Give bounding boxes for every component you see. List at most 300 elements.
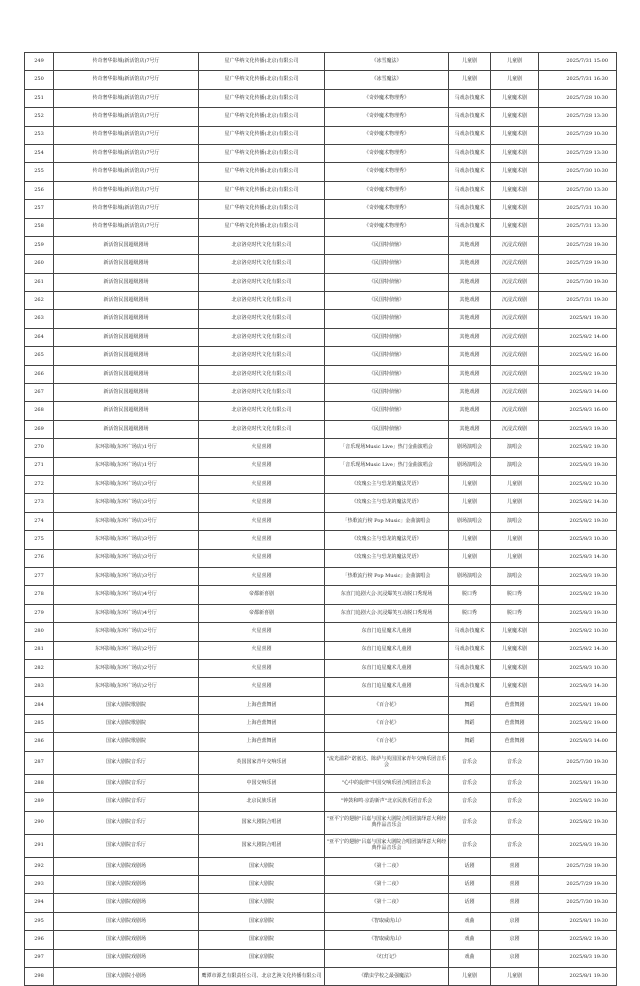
genre-cell: 儿童魔术剧 [491, 108, 539, 126]
row-number-cell: 277 [25, 567, 54, 585]
genre-cell: 儿童剧 [491, 53, 539, 71]
genre-cell: 音乐会 [491, 774, 539, 792]
show-title-cell: 「热歌流行榜 Pop Music」金曲演唱会 [325, 567, 449, 585]
table-row [25, 751, 617, 774]
table-row [25, 273, 617, 291]
table-row [25, 347, 617, 365]
show-title-cell: 「音乐现场Music Live」热门金曲演唱会 [325, 439, 449, 457]
datetime-cell: 2025/8/3 10:30 [539, 531, 617, 549]
show-title-cell: 《奇妙魔术物理秀》 [325, 89, 449, 107]
datetime-cell: 2025/8/2 14:30 [539, 494, 617, 512]
show-title-cell: 《奇妙魔术物理秀》 [325, 126, 449, 144]
show-title-cell: 《民国特侦恼》 [325, 420, 449, 438]
category-cell: 音乐会 [449, 774, 491, 792]
datetime-cell: 2025/7/30 19:30 [539, 894, 617, 912]
show-title-cell: 《奇妙魔术物理秀》 [325, 163, 449, 181]
organizer-cell: 火星喜剧 [199, 494, 325, 512]
row-number-cell: 262 [25, 292, 54, 310]
table-row [25, 834, 617, 857]
show-title-cell: 《玫瑰公主与恐龙的魔法咒语》 [325, 475, 449, 493]
category-cell: 舞蹈 [449, 715, 491, 733]
table-row [25, 457, 617, 475]
table-row [25, 715, 617, 733]
row-number-cell: 289 [25, 793, 54, 811]
venue-cell: 新活馆民国超级剧场 [54, 292, 199, 310]
category-cell: 马戏杂技魔术 [449, 641, 491, 659]
genre-cell: 音乐会 [491, 751, 539, 774]
table-row [25, 696, 617, 714]
organizer-cell: 火星喜剧 [199, 623, 325, 641]
genre-cell: 喜剧 [491, 876, 539, 894]
category-cell: 剧场演唱会 [449, 512, 491, 530]
table-row [25, 774, 617, 792]
table-row [25, 531, 617, 549]
category-cell: 马戏杂技魔术 [449, 218, 491, 236]
datetime-cell: 2025/7/28 19:30 [539, 857, 617, 875]
category-cell: 儿童剧 [449, 967, 491, 985]
venue-cell: 传奇奢华影城(新活馆店)7号厅 [54, 200, 199, 218]
table-row [25, 623, 617, 641]
category-cell: 其他戏剧 [449, 420, 491, 438]
venue-cell: 国家大剧院音乐厅 [54, 834, 199, 857]
category-cell: 儿童剧 [449, 71, 491, 89]
genre-cell: 儿童魔术剧 [491, 144, 539, 162]
organizer-cell: 英国国家青年交响乐团 [199, 751, 325, 774]
venue-cell: 东环影城(东环广场店)3号厅 [54, 549, 199, 567]
datetime-cell: 2025/8/2 19:30 [539, 811, 617, 834]
show-title-cell: 东直门追星魔术儿童剧 [325, 623, 449, 641]
organizer-cell: 国家京剧院 [199, 912, 325, 930]
venue-cell: 东环影城(东环广场店)4号厅 [54, 586, 199, 604]
table-row [25, 967, 617, 985]
venue-cell: 东环影城(东环广场店)4号厅 [54, 604, 199, 622]
organizer-cell: 国家大剧院合唱团 [199, 811, 325, 834]
genre-cell: 沉浸式戏剧 [491, 384, 539, 402]
table-row [25, 733, 617, 751]
venue-cell: 传奇奢华影城(新活馆店)7号厅 [54, 144, 199, 162]
genre-cell: 儿童魔术剧 [491, 623, 539, 641]
venue-cell: 新活馆民国超级剧场 [54, 347, 199, 365]
table-row [25, 793, 617, 811]
datetime-cell: 2025/8/1 19:30 [539, 967, 617, 985]
organizer-cell: 星广华纳文化传播(北京)有限公司 [199, 181, 325, 199]
organizer-cell: 火星喜剧 [199, 475, 325, 493]
datetime-cell: 2025/8/2 10:30 [539, 475, 617, 493]
show-title-cell: 《玫瑰公主与恐龙的魔法咒语》 [325, 531, 449, 549]
row-number-cell: 264 [25, 328, 54, 346]
category-cell: 马戏杂技魔术 [449, 200, 491, 218]
category-cell: 脱口秀 [449, 604, 491, 622]
show-title-cell: 「热歌流行榜 Pop Music」金曲演唱会 [325, 512, 449, 530]
organizer-cell: 北京民族乐团 [199, 793, 325, 811]
show-title-cell: 《民国特侦恼》 [325, 292, 449, 310]
category-cell: 儿童剧 [449, 53, 491, 71]
table-row [25, 255, 617, 273]
category-cell: 马戏杂技魔术 [449, 163, 491, 181]
datetime-cell: 2025/8/2 10:30 [539, 623, 617, 641]
row-number-cell: 297 [25, 949, 54, 967]
genre-cell: 儿童魔术剧 [491, 678, 539, 696]
organizer-cell: 上海芭蕾舞团 [199, 696, 325, 714]
row-number-cell: 257 [25, 200, 54, 218]
venue-cell: 传奇奢华影城(新活馆店)7号厅 [54, 218, 199, 236]
genre-cell: 沉浸式戏剧 [491, 292, 539, 310]
organizer-cell: 北京洛克时代文化有限公司 [199, 402, 325, 420]
row-number-cell: 249 [25, 53, 54, 71]
show-title-cell: 《冰雪魔法》 [325, 53, 449, 71]
datetime-cell: 2025/7/29 10:30 [539, 126, 617, 144]
row-number-cell: 294 [25, 894, 54, 912]
datetime-cell: 2025/7/28 10:30 [539, 89, 617, 107]
genre-cell: 沉浸式戏剧 [491, 310, 539, 328]
organizer-cell: 火星喜剧 [199, 531, 325, 549]
row-number-cell: 276 [25, 549, 54, 567]
genre-cell: 儿童剧 [491, 71, 539, 89]
venue-cell: 新活馆民国超级剧场 [54, 420, 199, 438]
table-row [25, 200, 617, 218]
show-title-cell: 《智取威虎山》 [325, 912, 449, 930]
genre-cell: 演唱会 [491, 457, 539, 475]
datetime-cell: 2025/8/1 19:00 [539, 696, 617, 714]
venue-cell: 东环影城(东环广场店)2号厅 [54, 623, 199, 641]
datetime-cell: 2025/8/2 14:30 [539, 641, 617, 659]
genre-cell: 京剧 [491, 949, 539, 967]
row-number-cell: 263 [25, 310, 54, 328]
show-title-cell: 《民国特侦恼》 [325, 310, 449, 328]
venue-cell: 东环影城(东环广场店)1号厅 [54, 439, 199, 457]
show-title-cell: 东直门追剧大会·沉浸爆笑互动脱口秀现场 [325, 604, 449, 622]
organizer-cell: 北京洛克时代文化有限公司 [199, 255, 325, 273]
table-row [25, 894, 617, 912]
venue-cell: 国家大剧院戏剧场 [54, 912, 199, 930]
organizer-cell: 火星喜剧 [199, 567, 325, 585]
datetime-cell: 2025/8/3 19:30 [539, 834, 617, 857]
datetime-cell: 2025/8/2 19:30 [539, 586, 617, 604]
row-number-cell: 258 [25, 218, 54, 236]
venue-cell: 新活馆民国超级剧场 [54, 310, 199, 328]
row-number-cell: 265 [25, 347, 54, 365]
datetime-cell: 2025/8/3 14:00 [539, 733, 617, 751]
show-title-cell: 「音乐现场Music Live」热门金曲演唱会 [325, 457, 449, 475]
venue-cell: 国家大剧院戏剧场 [54, 894, 199, 912]
category-cell: 马戏杂技魔术 [449, 89, 491, 107]
row-number-cell: 253 [25, 126, 54, 144]
genre-cell: 沉浸式戏剧 [491, 420, 539, 438]
datetime-cell: 2025/8/3 19:30 [539, 604, 617, 622]
category-cell: 儿童剧 [449, 549, 491, 567]
table-row [25, 659, 617, 677]
show-title-cell: 《民国特侦恼》 [325, 273, 449, 291]
category-cell: 音乐会 [449, 811, 491, 834]
genre-cell: 儿童魔术剧 [491, 181, 539, 199]
category-cell: 马戏杂技魔术 [449, 181, 491, 199]
datetime-cell: 2025/8/3 19:30 [539, 420, 617, 438]
organizer-cell: 国家大剧院 [199, 894, 325, 912]
organizer-cell: 北京洛克时代文化有限公司 [199, 420, 325, 438]
category-cell: 其他戏剧 [449, 273, 491, 291]
show-title-cell: "流光溢彩"诺塞达、陈萨与英国国家青年交响乐团音乐会 [325, 751, 449, 774]
row-number-cell: 252 [25, 108, 54, 126]
row-number-cell: 267 [25, 384, 54, 402]
category-cell: 马戏杂技魔术 [449, 126, 491, 144]
category-cell: 话剧 [449, 876, 491, 894]
datetime-cell: 2025/8/1 19:30 [539, 774, 617, 792]
category-cell: 其他戏剧 [449, 236, 491, 254]
show-title-cell: 《第十二夜》 [325, 857, 449, 875]
show-title-cell: 《民国特侦恼》 [325, 328, 449, 346]
datetime-cell: 2025/8/3 14:30 [539, 549, 617, 567]
datetime-cell: 2025/7/29 19:30 [539, 876, 617, 894]
genre-cell: 音乐会 [491, 811, 539, 834]
category-cell: 音乐会 [449, 793, 491, 811]
show-title-cell: 《民国特侦恼》 [325, 384, 449, 402]
table-row [25, 549, 617, 567]
organizer-cell: 北京洛克时代文化有限公司 [199, 236, 325, 254]
row-number-cell: 287 [25, 751, 54, 774]
row-number-cell: 288 [25, 774, 54, 792]
table-row [25, 53, 617, 71]
organizer-cell: 星广华纳文化传播(北京)有限公司 [199, 108, 325, 126]
organizer-cell: 火星喜剧 [199, 641, 325, 659]
category-cell: 话剧 [449, 857, 491, 875]
venue-cell: 国家大剧院戏剧场 [54, 876, 199, 894]
show-title-cell: 《奇妙魔术物理秀》 [325, 181, 449, 199]
venue-cell: 传奇奢华影城(新活馆店)7号厅 [54, 163, 199, 181]
genre-cell: 喜剧 [491, 894, 539, 912]
table-row [25, 439, 617, 457]
category-cell: 其他戏剧 [449, 292, 491, 310]
organizer-cell: 火星喜剧 [199, 659, 325, 677]
datetime-cell: 2025/8/2 16:00 [539, 347, 617, 365]
datetime-cell: 2025/7/30 19:30 [539, 751, 617, 774]
datetime-cell: 2025/8/2 19:30 [539, 512, 617, 530]
category-cell: 话剧 [449, 894, 491, 912]
venue-cell: 传奇奢华影城(新活馆店)7号厅 [54, 181, 199, 199]
row-number-cell: 286 [25, 733, 54, 751]
row-number-cell: 284 [25, 696, 54, 714]
row-number-cell: 282 [25, 659, 54, 677]
datetime-cell: 2025/8/3 14:30 [539, 678, 617, 696]
venue-cell: 东环影城(东环广场店)3号厅 [54, 567, 199, 585]
category-cell: 儿童剧 [449, 531, 491, 549]
show-title-cell: 《酷虫学校之最强魔法》 [325, 967, 449, 985]
table-row [25, 494, 617, 512]
genre-cell: 儿童魔术剧 [491, 126, 539, 144]
row-number-cell: 269 [25, 420, 54, 438]
table-row [25, 420, 617, 438]
row-number-cell: 281 [25, 641, 54, 659]
datetime-cell: 2025/8/2 19:30 [539, 365, 617, 383]
genre-cell: 沉浸式戏剧 [491, 236, 539, 254]
performance-schedule-table [24, 52, 617, 986]
row-number-cell: 272 [25, 475, 54, 493]
table-row [25, 71, 617, 89]
venue-cell: 国家大剧院歌剧院 [54, 715, 199, 733]
show-title-cell: 《奇妙魔术物理秀》 [325, 218, 449, 236]
venue-cell: 新活馆民国超级剧场 [54, 236, 199, 254]
show-title-cell: "亚平宁的翅膀"吕嘉与国家大剧院合唱团演绎意大利经典作品音乐会 [325, 834, 449, 857]
genre-cell: 儿童魔术剧 [491, 218, 539, 236]
venue-cell: 传奇奢华影城(新活馆店)7号厅 [54, 108, 199, 126]
venue-cell: 国家大剧院戏剧场 [54, 857, 199, 875]
category-cell: 马戏杂技魔术 [449, 659, 491, 677]
row-number-cell: 280 [25, 623, 54, 641]
category-cell: 剧场演唱会 [449, 439, 491, 457]
organizer-cell: 火星喜剧 [199, 678, 325, 696]
table-row [25, 218, 617, 236]
category-cell: 其他戏剧 [449, 384, 491, 402]
category-cell: 音乐会 [449, 834, 491, 857]
show-title-cell: "亚平宁的翅膀"吕嘉与国家大剧院合唱团演绎意大利经典作品音乐会 [325, 811, 449, 834]
row-number-cell: 270 [25, 439, 54, 457]
organizer-cell: 上海芭蕾舞团 [199, 733, 325, 751]
table-row [25, 586, 617, 604]
genre-cell: 芭蕾舞剧 [491, 715, 539, 733]
organizer-cell: 星广华纳文化传播(北京)有限公司 [199, 144, 325, 162]
row-number-cell: 291 [25, 834, 54, 857]
table-row [25, 236, 617, 254]
row-number-cell: 250 [25, 71, 54, 89]
table-row [25, 512, 617, 530]
row-number-cell: 274 [25, 512, 54, 530]
category-cell: 音乐会 [449, 751, 491, 774]
venue-cell: 新活馆民国超级剧场 [54, 402, 199, 420]
datetime-cell: 2025/7/31 19:30 [539, 292, 617, 310]
organizer-cell: 星广华纳文化传播(北京)有限公司 [199, 218, 325, 236]
genre-cell: 儿童魔术剧 [491, 163, 539, 181]
table-row [25, 89, 617, 107]
row-number-cell: 298 [25, 967, 54, 985]
table-row [25, 876, 617, 894]
row-number-cell: 279 [25, 604, 54, 622]
genre-cell: 儿童剧 [491, 475, 539, 493]
show-title-cell: 《民国特侦恼》 [325, 255, 449, 273]
row-number-cell: 283 [25, 678, 54, 696]
organizer-cell: 北京洛克时代文化有限公司 [199, 292, 325, 310]
table-row [25, 567, 617, 585]
category-cell: 剧场演唱会 [449, 457, 491, 475]
table-row [25, 678, 617, 696]
organizer-cell: 火星喜剧 [199, 512, 325, 530]
organizer-cell: 国家大剧院 [199, 857, 325, 875]
row-number-cell: 266 [25, 365, 54, 383]
table-row [25, 328, 617, 346]
row-number-cell: 254 [25, 144, 54, 162]
genre-cell: 沉浸式戏剧 [491, 328, 539, 346]
category-cell: 其他戏剧 [449, 365, 491, 383]
datetime-cell: 2025/8/1 19:30 [539, 310, 617, 328]
genre-cell: 儿童剧 [491, 531, 539, 549]
venue-cell: 国家大剧院戏剧场 [54, 949, 199, 967]
datetime-cell: 2025/7/31 16:30 [539, 71, 617, 89]
datetime-cell: 2025/7/31 10:30 [539, 200, 617, 218]
category-cell: 剧场演唱会 [449, 567, 491, 585]
venue-cell: 国家大剧院戏剧场 [54, 931, 199, 949]
row-number-cell: 285 [25, 715, 54, 733]
category-cell: 马戏杂技魔术 [449, 144, 491, 162]
table-row [25, 604, 617, 622]
table-row [25, 365, 617, 383]
organizer-cell: 国家大剧院合唱团 [199, 834, 325, 857]
row-number-cell: 260 [25, 255, 54, 273]
genre-cell: 沉浸式戏剧 [491, 402, 539, 420]
organizer-cell: 星广华纳文化传播(北京)有限公司 [199, 89, 325, 107]
datetime-cell: 2025/8/2 19:30 [539, 931, 617, 949]
category-cell: 脱口秀 [449, 586, 491, 604]
organizer-cell: 北京洛克时代文化有限公司 [199, 347, 325, 365]
genre-cell: 沉浸式戏剧 [491, 255, 539, 273]
genre-cell: 沉浸式戏剧 [491, 347, 539, 365]
table-row [25, 310, 617, 328]
row-number-cell: 251 [25, 89, 54, 107]
datetime-cell: 2025/8/3 19:30 [539, 457, 617, 475]
venue-cell: 新活馆民国超级剧场 [54, 384, 199, 402]
show-title-cell: 《奇妙魔术物理秀》 [325, 144, 449, 162]
show-title-cell: 《冰雪魔法》 [325, 71, 449, 89]
datetime-cell: 2025/8/2 19:30 [539, 793, 617, 811]
venue-cell: 传奇奢华影城(新活馆店)7号厅 [54, 126, 199, 144]
genre-cell: 京剧 [491, 912, 539, 930]
datetime-cell: 2025/8/2 19:00 [539, 715, 617, 733]
organizer-cell: 星广华纳文化传播(北京)有限公司 [199, 53, 325, 71]
datetime-cell: 2025/7/30 19:30 [539, 273, 617, 291]
category-cell: 其他戏剧 [449, 255, 491, 273]
show-title-cell: 《玫瑰公主与恐龙的魔法咒语》 [325, 549, 449, 567]
table-row [25, 292, 617, 310]
show-title-cell: 《民国特侦恼》 [325, 365, 449, 383]
category-cell: 戏曲 [449, 931, 491, 949]
genre-cell: 儿童剧 [491, 549, 539, 567]
row-number-cell: 256 [25, 181, 54, 199]
show-title-cell: 《百合花》 [325, 733, 449, 751]
table-row [25, 144, 617, 162]
show-title-cell: 《百合花》 [325, 715, 449, 733]
show-title-cell: 《第十二夜》 [325, 894, 449, 912]
table-row [25, 475, 617, 493]
datetime-cell: 2025/7/28 19:30 [539, 236, 617, 254]
genre-cell: 喜剧 [491, 857, 539, 875]
datetime-cell: 2025/8/3 19:30 [539, 949, 617, 967]
row-number-cell: 292 [25, 857, 54, 875]
genre-cell: 音乐会 [491, 793, 539, 811]
venue-cell: 东环影城(东环广场店)2号厅 [54, 678, 199, 696]
venue-cell: 东环影城(东环广场店)3号厅 [54, 531, 199, 549]
show-title-cell: 东直门追星魔术儿童剧 [325, 659, 449, 677]
category-cell: 舞蹈 [449, 696, 491, 714]
genre-cell: 演唱会 [491, 567, 539, 585]
row-number-cell: 255 [25, 163, 54, 181]
organizer-cell: 国家京剧院 [199, 949, 325, 967]
table-row [25, 811, 617, 834]
venue-cell: 国家大剧院音乐厅 [54, 793, 199, 811]
category-cell: 其他戏剧 [449, 402, 491, 420]
category-cell: 马戏杂技魔术 [449, 678, 491, 696]
venue-cell: 新活馆民国超级剧场 [54, 328, 199, 346]
venue-cell: 国家大剧院音乐厅 [54, 811, 199, 834]
table-row [25, 857, 617, 875]
organizer-cell: 帝都新喜剧 [199, 586, 325, 604]
table-row [25, 126, 617, 144]
organizer-cell: 星广华纳文化传播(北京)有限公司 [199, 200, 325, 218]
venue-cell: 国家大剧院小剧场 [54, 967, 199, 985]
organizer-cell: 火星喜剧 [199, 549, 325, 567]
show-title-cell: 《民国特侦恼》 [325, 347, 449, 365]
row-number-cell: 290 [25, 811, 54, 834]
category-cell: 马戏杂技魔术 [449, 623, 491, 641]
venue-cell: 东环影城(东环广场店)1号厅 [54, 457, 199, 475]
organizer-cell: 北京洛克时代文化有限公司 [199, 328, 325, 346]
datetime-cell: 2025/7/31 15:00 [539, 53, 617, 71]
